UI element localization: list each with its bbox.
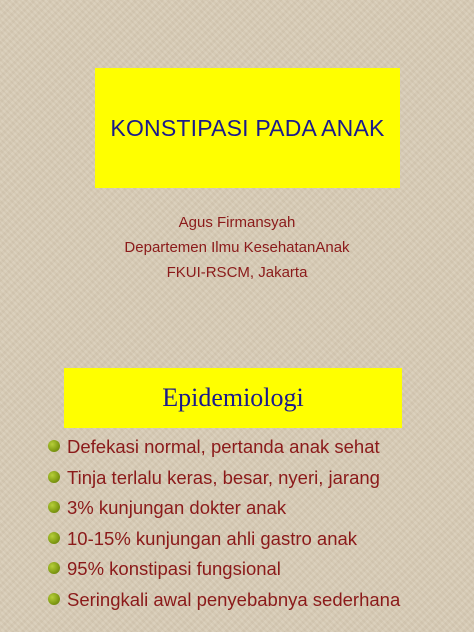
bullet-dot-icon xyxy=(48,440,60,452)
bullet-dot-icon xyxy=(48,471,60,483)
bullet-text: Seringkali awal penyebabnya sederhana xyxy=(67,588,401,610)
bullet-item xyxy=(45,497,465,518)
bullet-list xyxy=(45,436,465,619)
slide-title: KONSTIPASI PADA ANAK xyxy=(110,114,385,141)
bullet-item xyxy=(45,558,465,579)
bullet-text: Defekasi normal, pertanda anak sehat xyxy=(67,436,380,457)
bullet-item xyxy=(45,589,465,610)
bullet-item xyxy=(45,467,465,488)
author-name: Agus Firmansyah xyxy=(178,214,296,231)
author-info xyxy=(0,210,474,285)
bullet-dot-icon xyxy=(48,532,60,544)
author-department: Departemen Ilmu KesehatanAnak xyxy=(124,239,350,256)
bullet-text: 3% kunjungan dokter anak xyxy=(67,497,287,518)
bullet-dot-icon xyxy=(48,501,60,513)
bullet-item xyxy=(45,528,465,549)
bullet-text: 10-15% kunjungan ahli gastro anak xyxy=(67,527,358,549)
bullet-item xyxy=(45,436,465,457)
bullet-dot-icon xyxy=(48,562,60,574)
author-institution: FKUI-RSCM, Jakarta xyxy=(166,264,308,281)
bullet-text: 95% konstipasi fungsional xyxy=(67,558,281,579)
section-title: Epidemiologi xyxy=(162,383,304,412)
section-title-box xyxy=(64,368,402,428)
epidemiology-slide xyxy=(0,316,474,632)
title-box xyxy=(95,68,400,188)
bullet-dot-icon xyxy=(48,593,60,605)
bullet-text: Tinja terlalu keras, besar, nyeri, jarang xyxy=(67,466,380,488)
